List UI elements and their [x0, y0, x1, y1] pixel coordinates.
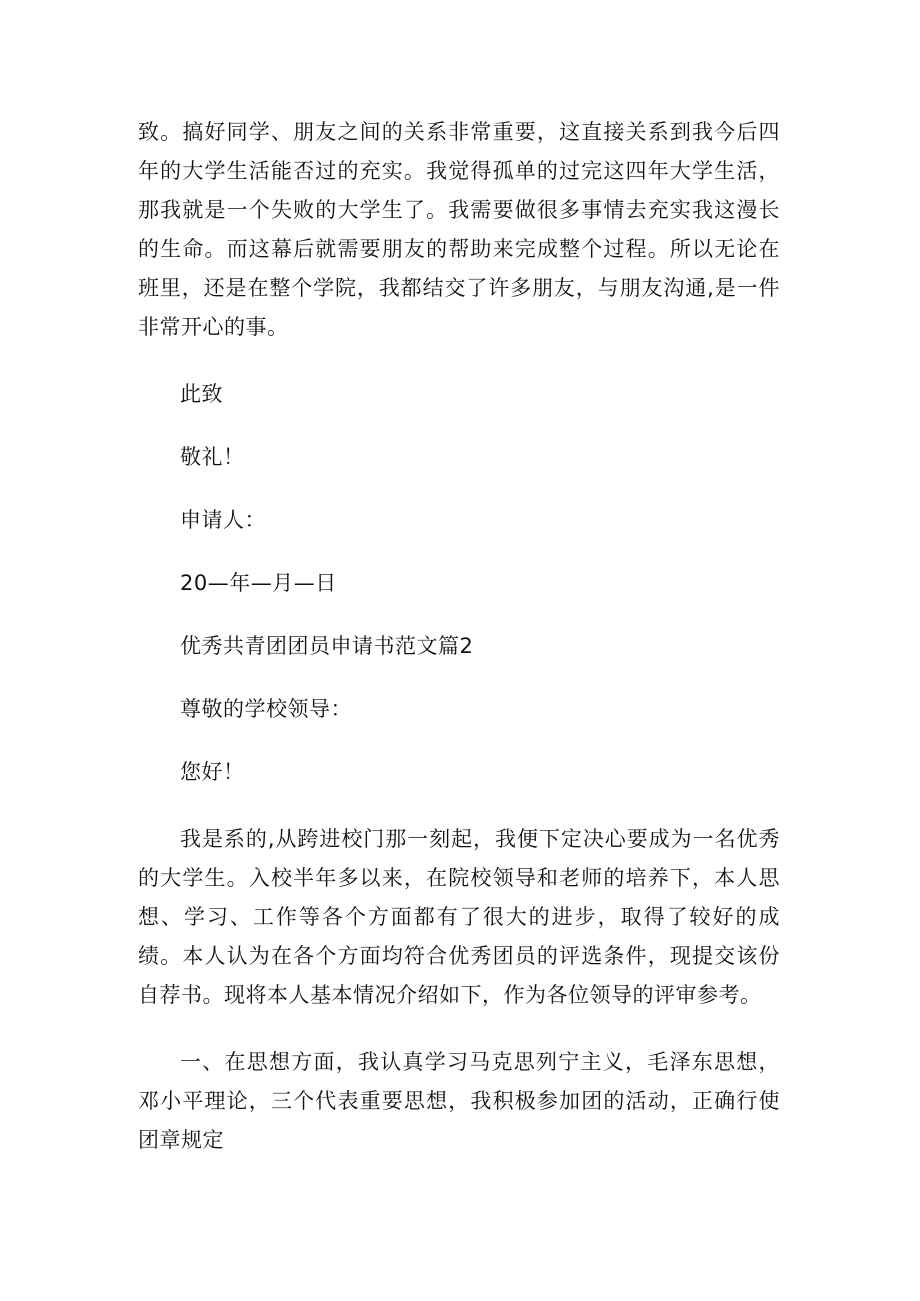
- greeting-line: 您好！: [180, 760, 245, 784]
- applicant-line: 申请人：: [180, 508, 266, 532]
- section-title: 优秀共青团团员申请书范文篇2: [180, 634, 474, 658]
- date-line: 20—年—月—日: [180, 571, 337, 595]
- salute-line: 敬礼！: [180, 445, 245, 469]
- paragraph-introduction: 我是系的,从跨进校门那一刻起，我便下定决心要成为一名优秀的大学生。入校半年多以来，在院校领导和老师的培养下，本人思想、学习、工作等各个方面都有了很大的进步，取得了较好的成绩。本人认为在各个方面均符合优秀团员的评选条件，现提交该份自荐书。现将本人基本情况介绍如下，作为各位领导的评审参考。: [138, 827, 780, 1007]
- document-body: [138, 113, 780, 1160]
- paragraph-continuation: 致。搞好同学、朋友之间的关系非常重要，这直接关系到我今后四年的大学生活能否过的充实。我觉得孤单的过完这四年大学生活，那我就是一个失败的大学生了。我需要做很多事情去充实我这漫长的生命。而这幕后就需要朋友的帮助来完成整个过程。所以无论在班里，还是在整个学院，我都结交了许多朋友，与朋友沟通,是一件非常开心的事。: [138, 120, 780, 339]
- closing-line: 此致: [180, 382, 223, 406]
- recipient-line: 尊敬的学校领导：: [180, 697, 352, 721]
- paragraph-ideology: 一、在思想方面，我认真学习马克思列宁主义，毛泽东思想，邓小平理论，三个代表重要思想，我积极参加团的活动，正确行使团章规定: [138, 1050, 780, 1152]
